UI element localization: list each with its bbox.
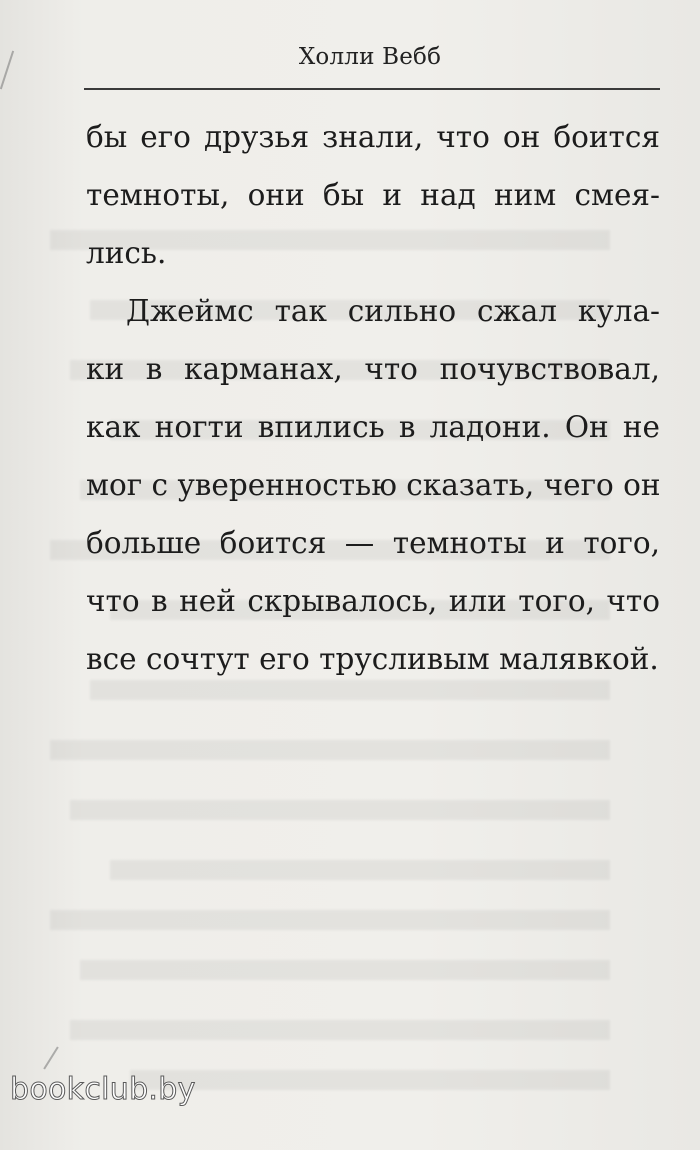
- header-divider: [84, 88, 660, 90]
- text-line: темноты, они бы и над ним смея-: [86, 178, 660, 212]
- text-line: что в ней скрывалось, или того, что: [86, 584, 660, 618]
- pencil-mark: [43, 1046, 58, 1069]
- text-line: ки в карманах, что почувствовал,: [86, 352, 660, 386]
- text-line: больше боится — темноты и того,: [86, 526, 660, 560]
- watermark-text: bookclub.by: [10, 1072, 196, 1107]
- text-line: бы его друзья знали, что он боится: [86, 120, 660, 154]
- body-text: [86, 108, 660, 688]
- running-header-title: Холли Вебб: [298, 44, 442, 70]
- text-line: как ногти впились в ладони. Он не: [86, 410, 660, 444]
- text-line: мог с уверенностью сказать, чего он: [86, 468, 661, 502]
- text-line: лись.: [86, 236, 167, 270]
- text-line: Джеймс так сильно сжал кула-: [126, 294, 660, 328]
- text-line: все сочтут его трусливым малявкой.: [86, 642, 659, 676]
